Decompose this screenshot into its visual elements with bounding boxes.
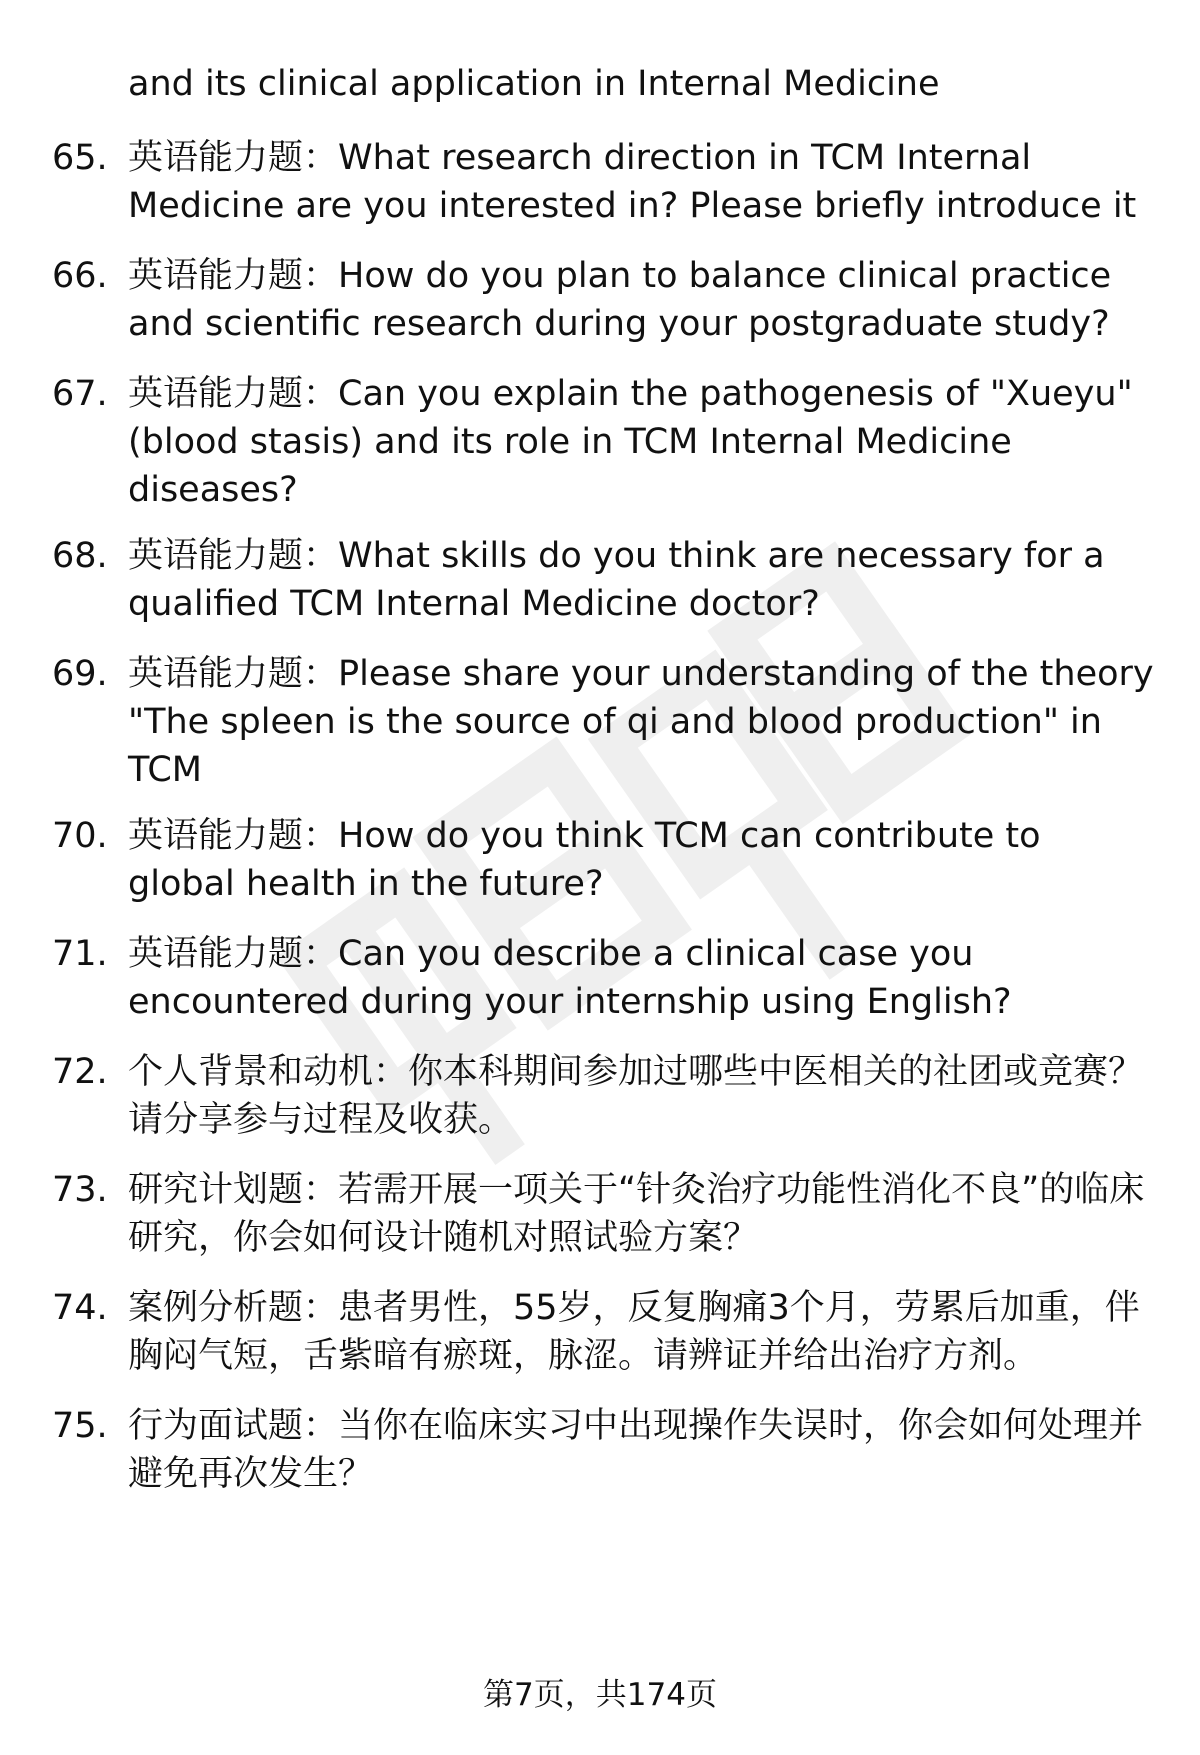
question-number: 66. (52, 256, 108, 296)
question-number: 69. (52, 654, 108, 694)
question-text: 英语能力题：What research direction in TCM Internal Medicine are you interested in? Please briefly introduce it (128, 138, 1137, 226)
question-number: 72. (52, 1052, 108, 1092)
question-number: 71. (52, 934, 108, 974)
question-text: 英语能力题：Can you explain the pathogenesis of "Xueyu" (blood stasis) and its role in TCM Internal Medicine diseases? (128, 374, 1133, 510)
question-text: 英语能力题：How do you plan to balance clinical practice and scientific research during your postgraduate study? (128, 256, 1112, 344)
continuation-line: and its clinical application in Internal Medicine (128, 64, 940, 104)
question-number: 75. (52, 1406, 108, 1446)
question-number: 73. (52, 1170, 108, 1210)
question-text: 英语能力题：Please share your understanding of the theory "The spleen is the source of qi and blood production" in TCM (128, 654, 1154, 790)
question-text: 个人背景和动机：你本科期间参加过哪些中医相关的社团或竞赛？请分享参与过程及收获。 (128, 1052, 1144, 1140)
question-number: 67. (52, 374, 108, 414)
question-text: 研究计划题：若需开展一项关于“针灸治疗功能性消化不良”的临床研究，你会如何设计随机对照试验方案？ (128, 1170, 1145, 1258)
question-number: 65. (52, 138, 108, 178)
question-text: 行为面试题：当你在临床实习中出现操作失误时，你会如何处理并避免再次发生？ (128, 1406, 1144, 1494)
question-number: 70. (52, 816, 108, 856)
question-text: 英语能力题：How do you think TCM can contribute to global health in the future? (128, 816, 1041, 904)
page-footer: 第7页，共174页 (483, 1677, 717, 1713)
question-number: 74. (52, 1288, 108, 1328)
question-text: 英语能力题：What skills do you think are necessary for a qualified TCM Internal Medicine doctor? (128, 536, 1105, 624)
question-number: 68. (52, 536, 108, 576)
question-text: 英语能力题：Can you describe a clinical case you encountered during your internship using English? (128, 934, 1012, 1022)
question-text: 案例分析题：患者男性，55岁，反复胸痛3个月，劳累后加重，伴胸闷气短，舌紫暗有瘀斑，脉涩。请辨证并给出治疗方剂。 (128, 1288, 1140, 1376)
